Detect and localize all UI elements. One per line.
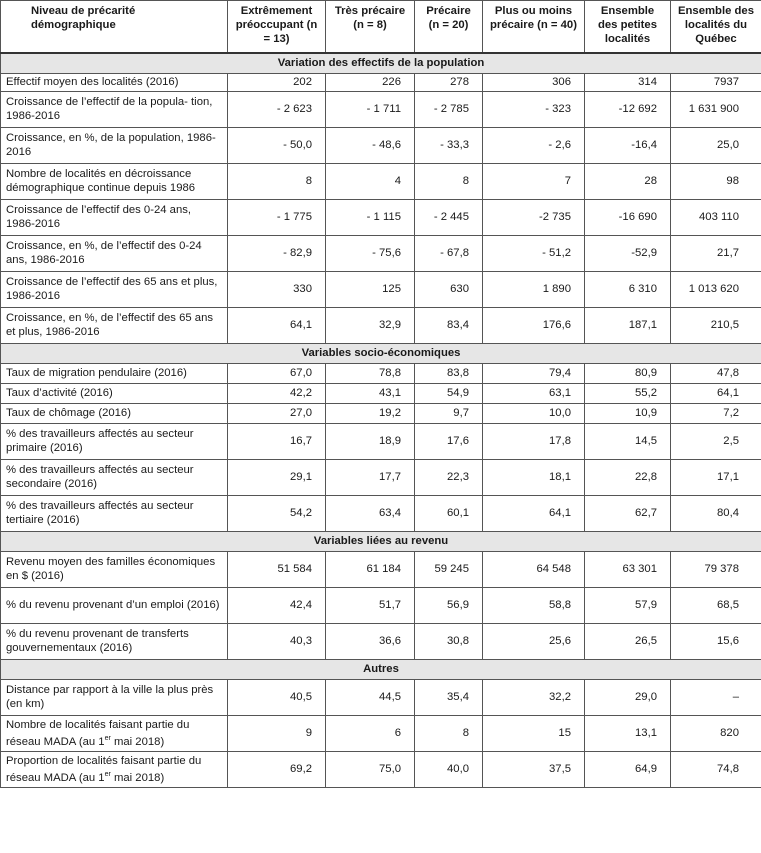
cell-value: 16,7 [228, 423, 326, 459]
cell-value: 2,5 [671, 423, 761, 459]
cell-value: - 1 775 [228, 199, 326, 235]
cell-value: 40,0 [415, 751, 483, 787]
table-row [1, 751, 761, 787]
cell-value: 62,7 [585, 495, 671, 531]
cell-value: 83,4 [415, 307, 483, 343]
cell-value: 25,0 [671, 127, 761, 163]
table-header [1, 1, 761, 53]
header-col-level: Niveau de précarité démographique [1, 1, 228, 53]
table-row [1, 715, 761, 751]
cell-value: 51 584 [228, 551, 326, 587]
section-title: Autres [1, 659, 761, 679]
cell-value: 67,0 [228, 363, 326, 383]
cell-value: 187,1 [585, 307, 671, 343]
cell-value: 18,9 [326, 423, 415, 459]
cell-value: 17,7 [326, 459, 415, 495]
cell-value: 1 890 [483, 271, 585, 307]
cell-value: 44,5 [326, 679, 415, 715]
table-row [1, 235, 761, 271]
cell-value: 58,8 [483, 587, 585, 623]
row-label: Croissance de l’effectif des 65 ans et plus, 1986-2016 [1, 271, 228, 307]
row-label: Taux de chômage (2016) [1, 403, 228, 423]
cell-value: 26,5 [585, 623, 671, 659]
header-col-precaire: Précaire (n = 20) [415, 1, 483, 53]
section-header-row [1, 659, 761, 679]
section-header-row [1, 531, 761, 551]
cell-value: - 48,6 [326, 127, 415, 163]
cell-value: 57,9 [585, 587, 671, 623]
cell-value: 69,2 [228, 751, 326, 787]
cell-value: - 51,2 [483, 235, 585, 271]
cell-value: 17,1 [671, 459, 761, 495]
cell-value: 80,4 [671, 495, 761, 531]
cell-value: 63 301 [585, 551, 671, 587]
cell-value: 22,8 [585, 459, 671, 495]
table-row [1, 127, 761, 163]
table-row [1, 623, 761, 659]
cell-value: 64,1 [483, 495, 585, 531]
cell-value: 19,2 [326, 403, 415, 423]
cell-value: 42,4 [228, 587, 326, 623]
cell-value: 64,9 [585, 751, 671, 787]
cell-value: - 67,8 [415, 235, 483, 271]
row-label: Croissance, en %, de l’effectif des 0-24 ans, 1986-2016 [1, 235, 228, 271]
cell-value: 306 [483, 73, 585, 91]
cell-value: 4 [326, 163, 415, 199]
cell-value: 1 631 900 [671, 91, 761, 127]
cell-value: - 1 711 [326, 91, 415, 127]
cell-value: - 33,3 [415, 127, 483, 163]
cell-value: 202 [228, 73, 326, 91]
cell-value: 29,0 [585, 679, 671, 715]
cell-value: 55,2 [585, 383, 671, 403]
cell-value: 9 [228, 715, 326, 751]
cell-value: 47,8 [671, 363, 761, 383]
cell-value: - 2 785 [415, 91, 483, 127]
cell-value: 78,8 [326, 363, 415, 383]
section-title: Variation des effectifs de la population [1, 53, 761, 74]
cell-value: 630 [415, 271, 483, 307]
table-row [1, 199, 761, 235]
cell-value: 79,4 [483, 363, 585, 383]
cell-value: 9,7 [415, 403, 483, 423]
cell-value: 18,1 [483, 459, 585, 495]
cell-value: -16,4 [585, 127, 671, 163]
row-label: Taux de migration pendulaire (2016) [1, 363, 228, 383]
cell-value: 51,7 [326, 587, 415, 623]
header-col-plus-ou-moins: Plus ou moins précaire (n = 40) [483, 1, 585, 53]
table-row [1, 307, 761, 343]
table-row [1, 163, 761, 199]
cell-value: 22,3 [415, 459, 483, 495]
header-col-extremement: Extrêmement préoccupant (n = 13) [228, 1, 326, 53]
cell-value: 64,1 [228, 307, 326, 343]
cell-value: - 2,6 [483, 127, 585, 163]
header-col-petites-localites: Ensemble des petites localités [585, 1, 671, 53]
cell-value: 32,9 [326, 307, 415, 343]
cell-value: - 82,9 [228, 235, 326, 271]
cell-value: - 75,6 [326, 235, 415, 271]
table-row [1, 423, 761, 459]
table-row [1, 679, 761, 715]
section-title: Variables socio-économiques [1, 343, 761, 363]
cell-value: 8 [415, 163, 483, 199]
cell-value: 176,6 [483, 307, 585, 343]
cell-value: 226 [326, 73, 415, 91]
table-row [1, 459, 761, 495]
cell-value: 30,8 [415, 623, 483, 659]
cell-value: 7937 [671, 73, 761, 91]
table-row [1, 271, 761, 307]
cell-value: 37,5 [483, 751, 585, 787]
section-header-row [1, 53, 761, 74]
row-label: Distance par rapport à la ville la plus près (en km) [1, 679, 228, 715]
table-row [1, 91, 761, 127]
cell-value: 14,5 [585, 423, 671, 459]
cell-value: 54,9 [415, 383, 483, 403]
cell-value: 28 [585, 163, 671, 199]
cell-value: 98 [671, 163, 761, 199]
table-row [1, 551, 761, 587]
cell-value: 32,2 [483, 679, 585, 715]
cell-value: 27,0 [228, 403, 326, 423]
table-row [1, 363, 761, 383]
table-body [1, 53, 761, 788]
cell-value: - 50,0 [228, 127, 326, 163]
cell-value: 75,0 [326, 751, 415, 787]
cell-value: 40,5 [228, 679, 326, 715]
cell-value: 80,9 [585, 363, 671, 383]
row-label: Croissance, en %, de l’effectif des 65 ans et plus, 1986-2016 [1, 307, 228, 343]
row-label: Croissance de l’effectif des 0-24 ans, 1986-2016 [1, 199, 228, 235]
cell-value: 63,4 [326, 495, 415, 531]
row-label: Nombre de localités faisant partie du réseau MADA (au 1er mai 2018) [1, 715, 228, 751]
header-col-quebec: Ensemble des localités du Québec [671, 1, 761, 53]
cell-value: -12 692 [585, 91, 671, 127]
cell-value: 79 378 [671, 551, 761, 587]
table-row [1, 73, 761, 91]
cell-value: 36,6 [326, 623, 415, 659]
row-label: % du revenu provenant d’un emploi (2016) [1, 587, 228, 623]
table-row [1, 587, 761, 623]
cell-value: 59 245 [415, 551, 483, 587]
cell-value: 10,0 [483, 403, 585, 423]
row-label: % des travailleurs affectés au secteur secondaire (2016) [1, 459, 228, 495]
row-label: Croissance de l’effectif de la popula- tion, 1986-2016 [1, 91, 228, 127]
table-row [1, 495, 761, 531]
cell-value: – [671, 679, 761, 715]
cell-value: 40,3 [228, 623, 326, 659]
cell-value: 15,6 [671, 623, 761, 659]
cell-value: - 2 445 [415, 199, 483, 235]
cell-value: 6 310 [585, 271, 671, 307]
cell-value: 13,1 [585, 715, 671, 751]
cell-value: 54,2 [228, 495, 326, 531]
cell-value: 125 [326, 271, 415, 307]
row-label: % des travailleurs affectés au secteur tertiaire (2016) [1, 495, 228, 531]
cell-value: 56,9 [415, 587, 483, 623]
cell-value: 74,8 [671, 751, 761, 787]
row-label: % des travailleurs affectés au secteur primaire (2016) [1, 423, 228, 459]
table-row [1, 403, 761, 423]
cell-value: 63,1 [483, 383, 585, 403]
cell-value: - 323 [483, 91, 585, 127]
header-row [1, 1, 761, 53]
cell-value: 210,5 [671, 307, 761, 343]
cell-value: 68,5 [671, 587, 761, 623]
table-row [1, 383, 761, 403]
cell-value: 820 [671, 715, 761, 751]
row-label: % du revenu provenant de transferts gouvernementaux (2016) [1, 623, 228, 659]
cell-value: 83,8 [415, 363, 483, 383]
cell-value: 8 [228, 163, 326, 199]
cell-value: 64 548 [483, 551, 585, 587]
cell-value: 25,6 [483, 623, 585, 659]
cell-value: 17,6 [415, 423, 483, 459]
cell-value: 17,8 [483, 423, 585, 459]
cell-value: 7,2 [671, 403, 761, 423]
cell-value: 35,4 [415, 679, 483, 715]
cell-value: 314 [585, 73, 671, 91]
cell-value: -16 690 [585, 199, 671, 235]
cell-value: 60,1 [415, 495, 483, 531]
row-label: Revenu moyen des familles économiques en $ (2016) [1, 551, 228, 587]
cell-value: 10,9 [585, 403, 671, 423]
cell-value: 6 [326, 715, 415, 751]
cell-value: 42,2 [228, 383, 326, 403]
cell-value: 21,7 [671, 235, 761, 271]
header-col-tres-precaire: Très précaire (n = 8) [326, 1, 415, 53]
cell-value: 403 110 [671, 199, 761, 235]
row-label: Effectif moyen des localités (2016) [1, 73, 228, 91]
cell-value: 64,1 [671, 383, 761, 403]
cell-value: - 2 623 [228, 91, 326, 127]
cell-value: 1 013 620 [671, 271, 761, 307]
cell-value: 330 [228, 271, 326, 307]
row-label: Croissance, en %, de la population, 1986-2016 [1, 127, 228, 163]
cell-value: 7 [483, 163, 585, 199]
cell-value: 15 [483, 715, 585, 751]
cell-value: 43,1 [326, 383, 415, 403]
cell-value: 61 184 [326, 551, 415, 587]
cell-value: -2 735 [483, 199, 585, 235]
section-title: Variables liées au revenu [1, 531, 761, 551]
cell-value: - 1 115 [326, 199, 415, 235]
cell-value: 29,1 [228, 459, 326, 495]
cell-value: 278 [415, 73, 483, 91]
cell-value: -52,9 [585, 235, 671, 271]
row-label: Proportion de localités faisant partie du réseau MADA (au 1er mai 2018) [1, 751, 228, 787]
row-label: Taux d’activité (2016) [1, 383, 228, 403]
section-header-row [1, 343, 761, 363]
row-label: Nombre de localités en décroissance démographique continue depuis 1986 [1, 163, 228, 199]
cell-value: 8 [415, 715, 483, 751]
